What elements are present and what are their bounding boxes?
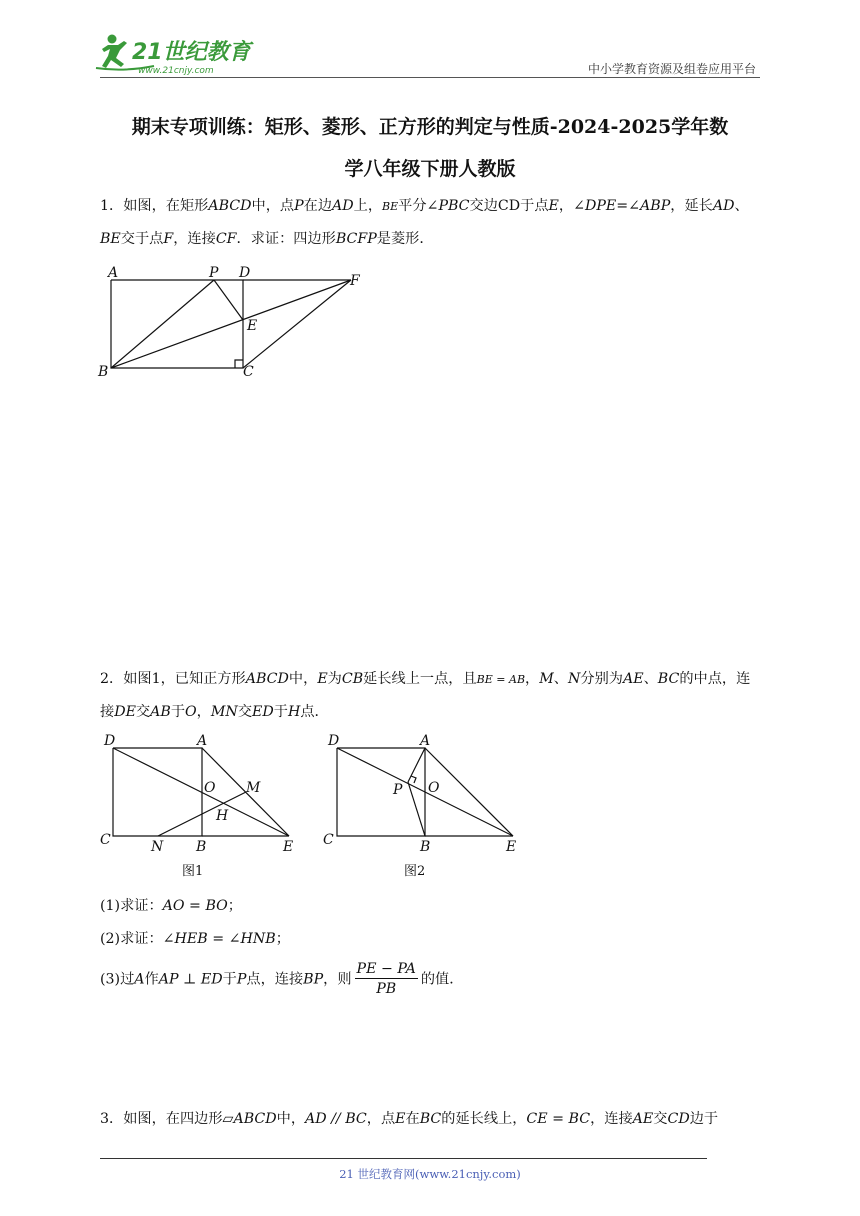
question-2-part-2: (2)求证：∠HEB = ∠HNB； [100,931,290,947]
fig2-label-A: A [420,733,431,749]
footer-text: 21 世纪教育网(www.21cnjy.com) [339,1167,521,1181]
question-2-part-3: (3)过A作AP ⊥ ED于P点，连接BP，则 $\frac{PE - PA}{PB}$ 的值． [100,961,464,997]
fig1-label-M: M [246,780,261,796]
fig2-label-D: D [328,733,340,749]
q1-label-P: P [209,265,219,281]
page-title-line1: 期末专项训练：矩形、菱形、正方形的判定与性质-2024-2025学年数 [131,116,729,138]
fig2-label-E: E [506,839,517,855]
header-divider [100,77,760,78]
q1-label-E: E [247,318,258,334]
page-title-line2: 学八年级下册人教版 [344,158,516,180]
fig2-label-O: O [428,780,440,796]
q1-label-C: C [243,364,254,380]
question-1-figure [96,258,376,382]
q1-label-F: F [350,273,360,289]
fig2-caption: 图2 [404,864,426,879]
fig2-label-B: B [420,839,431,855]
question-2-part-1: (1)求证：AO = BO； [100,898,242,914]
fig2-label-P: P [393,782,403,798]
header-platform-text: 中小学教育资源及组卷应用平台 [587,62,756,76]
q1-label-D: D [239,265,251,281]
q1-label-B: B [98,364,109,380]
logo-text: 21世纪教育 [132,40,251,65]
question-2-figure-1 [96,730,306,880]
fig1-label-E: E [283,839,294,855]
fig1-label-C: C [100,832,111,848]
fig1-label-D: D [104,733,116,749]
site-logo [94,30,264,78]
fig1-label-H: H [216,808,229,824]
footer-divider [100,1158,707,1159]
question-3-text: 3．如图，在四边形▱ABCD中，AD // BC，点E在BC的延长线上，CE = BC，连接AE交CD边于 [100,1111,719,1127]
fig1-caption: 图1 [182,864,204,879]
fraction: $\frac{PE - PA}{PB}$ [356,961,416,997]
fig1-label-N: N [151,839,164,855]
fig1-label-A: A [197,733,208,749]
question-1-text: 1．如图，在矩形ABCD中，点P在边AD上，BE平分∠PBC交边CD于点E，∠DPE=∠ABP，延长AD、BE交于点F，连接CF．求证：四边形BCFP是菱形． [100,198,749,247]
fig1-label-B: B [196,839,207,855]
logo-url: www.21cnjy.com [138,66,214,76]
q1-label-A: A [108,265,119,281]
fig1-label-O: O [204,780,216,796]
question-2-text: 2．如图1，已知正方形ABCD中，E为CB延长线上一点，且BE = AB，M、N分别为AE、BC的中点，连接DE交AB于O，MN交ED于H点． [100,671,751,720]
question-2-figure-2 [318,730,528,880]
fig2-label-C: C [323,832,334,848]
